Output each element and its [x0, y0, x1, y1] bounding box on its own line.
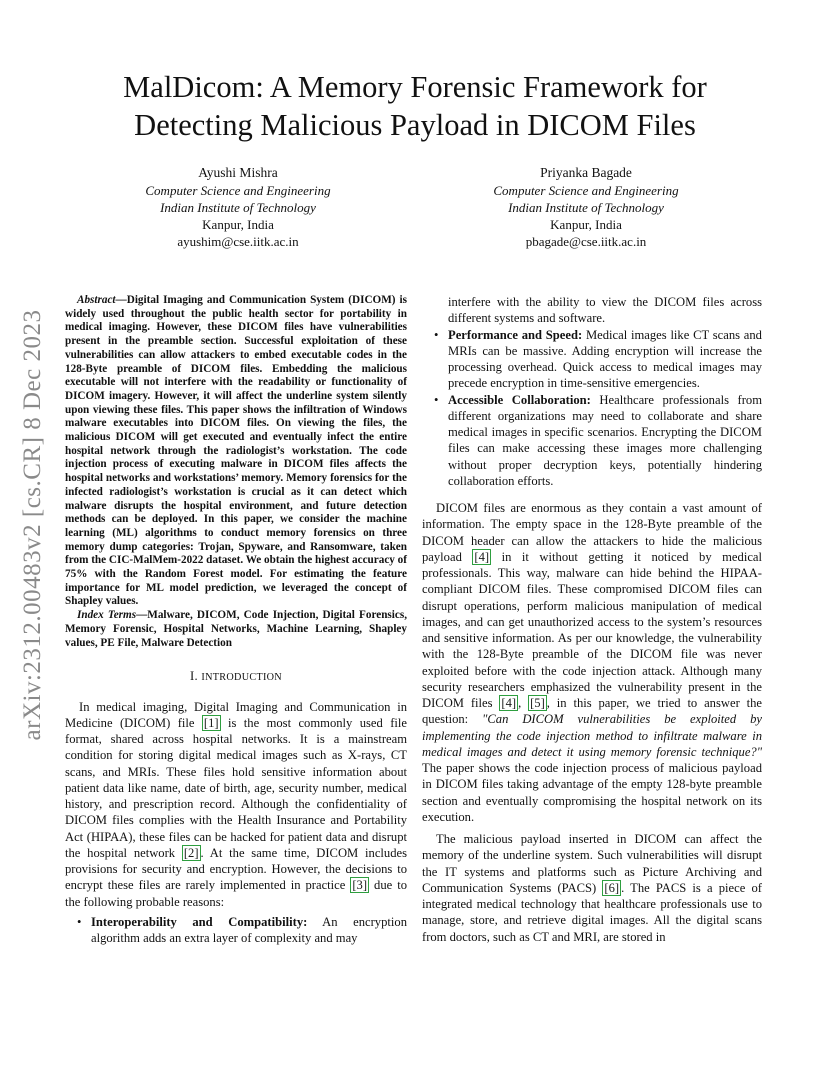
- author-block-1: [88, 164, 388, 250]
- abstract: [65, 294, 407, 650]
- text-run: is the most commonly used file format, shared across hospital networks. It is a mainstream condition for storing digital medical images such as X-rays, CT scans, and MRIs. These files hold sensitive information about patient data like name, date of birth, age, security number, medical history, and prescription record. Although the confidentiality of DICOM files complies with the Health Insurance and Portability Act (HIPAA), these files can be hacked for patient data and disrupt the hospital network: [65, 715, 407, 860]
- index-terms-label: Index Terms: [77, 609, 137, 622]
- research-question: "Can DICOM vulnerabilities be exploited by implementing the code injection method to infiltrate malware in medical images and detect it using memory forensic technique?": [422, 712, 762, 759]
- text-run: The malicious payload inserted in DICOM can affect the memory of the underline system. Such vulnerabilities will disrupt the IT systems and platforms such as Picture Archiving and Communication Systems (PACS): [422, 832, 762, 895]
- citation-link[interactable]: [1]: [203, 715, 219, 730]
- bullet-heading: Performance and Speed:: [448, 327, 583, 342]
- author-email[interactable]: pbagade@cse.iitk.ac.in: [525, 234, 647, 249]
- author-institution: Indian Institute of Technology: [160, 200, 316, 215]
- section-title: INTRODUCTION: [201, 672, 282, 684]
- title-line-2: Detecting Malicious Payload in DICOM Files: [134, 108, 696, 142]
- intro-paragraph-3: [422, 831, 762, 945]
- author-name: Priyanka Bagade: [540, 165, 632, 180]
- bullet-text: Medical images like CT scans and MRIs can be massive. Adding encryption will increase the processing overhead. Quick access to medical images may precede encryption in time-sensitive emergencies.: [448, 327, 762, 391]
- index-terms-text: —Malware, DICOM, Code Injection, Digital Forensics, Memory Forensic, Hospital Networks, Machine Learning, Shapley values, PE File, Malware Detection: [65, 609, 407, 649]
- citation-link[interactable]: [5]: [530, 696, 545, 710]
- citation-link[interactable]: [4]: [474, 549, 490, 564]
- author-city: Kanpur, India: [550, 217, 622, 232]
- bullet-interoperability-continued: [422, 294, 762, 327]
- bullet-heading: Accessible Collaboration:: [448, 392, 591, 407]
- citation-link[interactable]: [6]: [604, 880, 620, 895]
- text-run: . The PACS is a piece of integrated medical technology that healthcare professionals use to manage, store, and retrieve digital images. All the digital scans from doctors, such as CT and MRI, are stored in: [422, 880, 762, 944]
- bullet-dot-icon: •: [434, 327, 439, 342]
- author-email[interactable]: ayushim@cse.iitk.ac.in: [177, 234, 299, 249]
- section-heading-introduction: [65, 668, 407, 686]
- author-city: Kanpur, India: [202, 217, 274, 232]
- bullet-collaboration: [422, 392, 762, 490]
- text-run: , in this paper, we tried to answer the question:: [422, 696, 763, 727]
- text-run: due to the following probable reasons:: [65, 878, 408, 909]
- author-department: Computer Science and Engineering: [145, 183, 331, 198]
- text-run: The paper shows the code injection process of malicious payload in DICOM files taking advantage of the empty 128-byte preamble section and eventually compromising the hospital network on its execution.: [422, 761, 762, 824]
- paper-title: [60, 68, 770, 144]
- abstract-label: Abstract: [77, 294, 116, 306]
- arxiv-id-text: arXiv:2312.00483v2 [cs.CR] 8 Dec 2023: [19, 309, 46, 741]
- author-name: Ayushi Mishra: [198, 165, 278, 180]
- text-run: DICOM files are enormous as they contain a vast amount of information. The empty space in the 128-Byte preamble of the DICOM header can allow the attackers to hide the malicious payload: [422, 501, 762, 564]
- intro-paragraph-1: [65, 699, 407, 910]
- text-run: . At the same time, DICOM includes provisions for security and encryption. However, the decisions to encrypt these files are rarely implemented in practice: [65, 845, 407, 893]
- citation-link[interactable]: [4]: [501, 696, 517, 710]
- author-department: Computer Science and Engineering: [493, 183, 679, 198]
- bullet-heading: Interoperability and Compatibility:: [91, 914, 308, 929]
- citation-link[interactable]: [3]: [352, 878, 368, 893]
- section-number: I.: [190, 669, 198, 684]
- author-institution: Indian Institute of Technology: [508, 200, 664, 215]
- left-column: [65, 294, 407, 946]
- text-run: in it without getting it noticed by medical professionals. This way, malware can hide behind the HIPAA-compliant DICOM files. These compromised DICOM files can disrupt operations, perform malicious manipulation of medical images, and can get unauthorized access to the system’s resources and sensitive information. As per our knowledge, the vulnerability with the 128-Byte preamble of the DICOM file was never exploited before with the code injection attack. Although many security researchers emphasized the vulnerability present in the DICOM files: [422, 549, 762, 710]
- bullet-performance: [422, 327, 762, 392]
- right-column: [422, 294, 762, 945]
- text-run: In medical imaging, Digital Imaging and Communication in Medicine (DICOM) file: [65, 699, 407, 730]
- bullet-text: interfere with the ability to view the DICOM files across different systems and software.: [448, 295, 762, 326]
- intro-paragraph-2: DICOM files are enormous as they contain a vast amount of information. The empty space in the 128-Byte preamble of the DICOM header can allow the attackers to hide the malicious payload [4] in it without getting it noticed by medical professionals. This way, malware can hide behind the HIPAA-compliant DICOM files. These compromised DICOM files can disrupt operations, perform malicious manipulation of medical images, and can get unauthorized access to the system’s resources and sensitive information. As per our knowledge, the vulnerability with the 128-Byte preamble of the DICOM file was never exploited before with the code injection attack. Although many security researchers emphasized the vulnerability present in the DICOM files [4] , [5] , in this paper, we tried to answer the question: "Can DICOM vulnerabilities be exploited by implementing the code injection method to infiltrate malware in medical images and detect it using memory forensic technique?" The paper shows the code injection process of malicious payload in DICOM files taking advantage of the empty 128-byte preamble section and eventually compromising the hospital network on its execution.: [422, 501, 763, 824]
- arxiv-sidebar-identifier: [18, 290, 48, 760]
- bullet-text: Healthcare professionals from different organizations may need to collaborate and share medical images in specific scenarios. Encrypting the DICOM files can make accessing these images more challenging without proper decryption keys, potentially hindering collaboration efforts.: [448, 392, 762, 488]
- citation-link[interactable]: [2]: [183, 845, 199, 860]
- bullet-dot-icon: •: [77, 914, 82, 929]
- author-block-2: [436, 164, 736, 250]
- abstract-text: —Digital Imaging and Communication System (DICOM) is widely used throughout the public health sector for portability in medical imaging. However, these DICOM files have vulnerabilities present in the preamble section. Successful exploitation of these vulnerabilities can allow attackers to embed executable codes in the 128-Byte preamble of DICOM files. Embedding the malicious executable will not interfere with the readability or functionality of DICOM imagery. However, it will affect the underline system silently upon viewing these files. This paper shows the infiltration of Windows malware executables into DICOM files. On viewing the files, the malicious DICOM will get executed and eventually infect the entire hospital network through the radiologist’s workstation. The code injection process of executing malware in DICOM files affects the hospital networks and workstations’ memory. Memory forensics for the infected radiologist’s workstation is crucial as it can detect which malware disrupts the hospital environment, and future detection methods can be deployed. In this paper, we consider the machine learning (ML) algorithms to conduct memory forensics on three memory dump categories: Trojan, Spyware, and Ransomware, taken from the CIC-MalMem-2022 dataset. We obtain the highest accuracy of 75% with the Random Forest model. For estimating the feature importance for ML model prediction, we leveraged the concept of Shapley values.: [65, 294, 407, 608]
- bullet-interoperability: [65, 914, 407, 947]
- bullet-text: An encryption algorithm adds an extra layer of complexity and may: [91, 914, 407, 946]
- bullet-dot-icon: •: [434, 392, 439, 407]
- title-line-1: MalDicom: A Memory Forensic Framework for: [123, 70, 707, 104]
